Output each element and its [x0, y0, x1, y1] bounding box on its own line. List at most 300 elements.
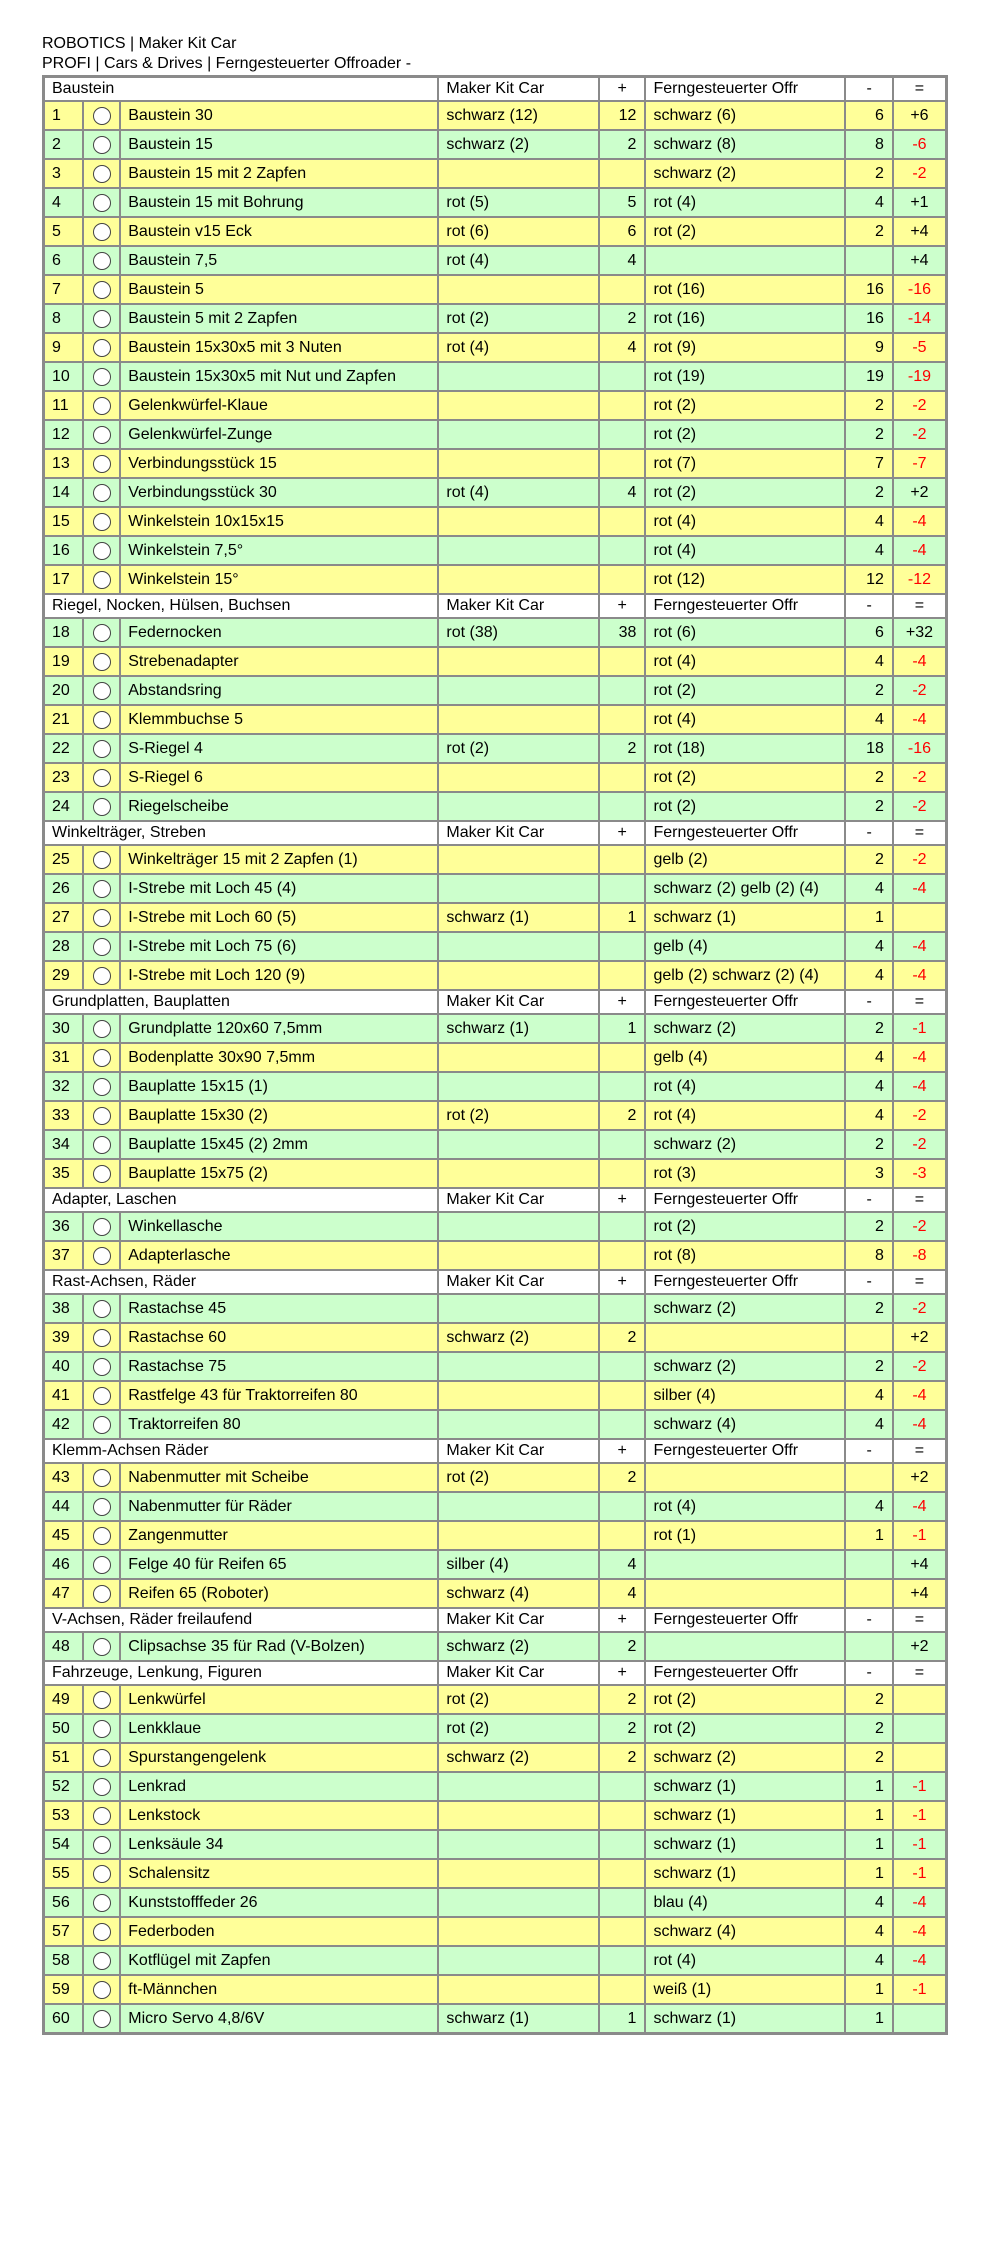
difference: +2 [893, 1632, 947, 1661]
part-name: Kotflügel mit Zapfen [120, 1946, 438, 1975]
check-circle-icon[interactable] [93, 682, 111, 700]
part-name: Lenkstock [120, 1801, 438, 1830]
difference: -16 [893, 275, 947, 304]
minus-count: 4 [845, 1917, 892, 1946]
check-circle-icon[interactable] [93, 740, 111, 758]
check-circle-icon[interactable] [93, 339, 111, 357]
checkbox-cell[interactable] [83, 1772, 120, 1801]
part-name: Klemmbuchse 5 [120, 705, 438, 734]
part-name: Gelenkwürfel-Zunge [120, 420, 438, 449]
minus-count: 4 [845, 1043, 892, 1072]
checkbox-cell[interactable] [83, 874, 120, 903]
checkbox-cell[interactable] [83, 1294, 120, 1323]
plus-count [599, 1241, 645, 1270]
checkbox-cell[interactable] [83, 362, 120, 391]
minus-count [845, 1463, 892, 1492]
plus-count [599, 1381, 645, 1410]
checkbox-cell[interactable] [83, 1888, 120, 1917]
difference [893, 903, 947, 932]
part-name: Lenkklaue [120, 1714, 438, 1743]
minus-count: 8 [845, 130, 892, 159]
checkbox-cell[interactable] [83, 565, 120, 594]
row-number: 58 [44, 1946, 83, 1975]
maker-kit-car-quantity [438, 792, 599, 821]
check-circle-icon[interactable] [93, 1527, 111, 1545]
checkbox-cell[interactable] [83, 217, 120, 246]
checkbox-cell[interactable] [83, 1410, 120, 1439]
plus-count [599, 874, 645, 903]
column-header-ferngesteuerter: Ferngesteuerter Offr [645, 1270, 845, 1294]
row-number: 51 [44, 1743, 83, 1772]
plus-count: 2 [599, 1323, 645, 1352]
minus-count: 6 [845, 618, 892, 647]
column-header-maker-kit-car: Maker Kit Car [438, 990, 599, 1014]
row-number: 30 [44, 1014, 83, 1043]
table-row [44, 1550, 947, 1579]
check-circle-icon[interactable] [93, 455, 111, 473]
check-circle-icon[interactable] [93, 1952, 111, 1970]
column-header-ferngesteuerter: Ferngesteuerter Offr [645, 77, 845, 102]
check-circle-icon[interactable] [93, 1165, 111, 1183]
check-circle-icon[interactable] [93, 484, 111, 502]
check-circle-icon[interactable] [93, 2010, 111, 2028]
checkbox-cell[interactable] [83, 792, 120, 821]
ferngesteuerter-quantity: gelb (4) [645, 932, 845, 961]
check-circle-icon[interactable] [93, 1136, 111, 1154]
plus-count: 1 [599, 903, 645, 932]
column-header-plus: + [599, 1608, 645, 1632]
ferngesteuerter-quantity: rot (2) [645, 1685, 845, 1714]
difference: -19 [893, 362, 947, 391]
maker-kit-car-quantity: schwarz (2) [438, 130, 599, 159]
part-name: Winkelstein 10x15x15 [120, 507, 438, 536]
ferngesteuerter-quantity: rot (2) [645, 792, 845, 821]
checkbox-cell[interactable] [83, 1463, 120, 1492]
ferngesteuerter-quantity: schwarz (1) [645, 1801, 845, 1830]
check-circle-icon[interactable] [93, 1807, 111, 1825]
column-header-maker-kit-car: Maker Kit Car [438, 1661, 599, 1685]
checkbox-cell[interactable] [83, 1946, 120, 1975]
check-circle-icon[interactable] [93, 1020, 111, 1038]
part-name: Adapterlasche [120, 1241, 438, 1270]
maker-kit-car-quantity: rot (5) [438, 188, 599, 217]
checkbox-cell[interactable] [83, 1381, 120, 1410]
check-circle-icon[interactable] [93, 252, 111, 270]
check-circle-icon[interactable] [93, 1469, 111, 1487]
checkbox-cell[interactable] [83, 1212, 120, 1241]
checkbox-cell[interactable] [83, 1130, 120, 1159]
checkbox-cell[interactable] [83, 845, 120, 874]
checkbox-cell[interactable] [83, 1830, 120, 1859]
parts-table [42, 75, 948, 2035]
plus-count [599, 1492, 645, 1521]
check-circle-icon[interactable] [93, 711, 111, 729]
checkbox-cell[interactable] [83, 275, 120, 304]
table-row [44, 845, 947, 874]
check-circle-icon[interactable] [93, 1894, 111, 1912]
plus-count [599, 647, 645, 676]
checkbox-cell[interactable] [83, 763, 120, 792]
check-circle-icon[interactable] [93, 513, 111, 531]
table-row [44, 1130, 947, 1159]
table-row [44, 932, 947, 961]
row-number: 42 [44, 1410, 83, 1439]
ferngesteuerter-quantity: schwarz (2) [645, 1352, 845, 1381]
check-circle-icon[interactable] [93, 310, 111, 328]
plus-count [599, 507, 645, 536]
checkbox-cell[interactable] [83, 333, 120, 362]
check-circle-icon[interactable] [93, 1416, 111, 1434]
column-header-minus: - [845, 1270, 892, 1294]
table-row [44, 333, 947, 362]
checkbox-cell[interactable] [83, 1801, 120, 1830]
row-number: 36 [44, 1212, 83, 1241]
check-circle-icon[interactable] [93, 1300, 111, 1318]
plus-count: 2 [599, 1101, 645, 1130]
column-header-minus: - [845, 1608, 892, 1632]
check-circle-icon[interactable] [93, 1329, 111, 1347]
checkbox-cell[interactable] [83, 1159, 120, 1188]
part-name: Verbindungsstück 30 [120, 478, 438, 507]
table-row [44, 1014, 947, 1043]
ferngesteuerter-quantity: rot (1) [645, 1521, 845, 1550]
difference: -1 [893, 1521, 947, 1550]
checkbox-cell[interactable] [83, 1043, 120, 1072]
ferngesteuerter-quantity: rot (2) [645, 1714, 845, 1743]
check-circle-icon[interactable] [93, 107, 111, 125]
check-circle-icon[interactable] [93, 1078, 111, 1096]
check-circle-icon[interactable] [93, 1981, 111, 1999]
plus-count: 4 [599, 246, 645, 275]
checkbox-cell[interactable] [83, 420, 120, 449]
row-number: 60 [44, 2004, 83, 2034]
maker-kit-car-quantity: rot (2) [438, 734, 599, 763]
checkbox-cell[interactable] [83, 478, 120, 507]
checkbox-cell[interactable] [83, 1632, 120, 1661]
column-header-minus: - [845, 1661, 892, 1685]
part-name: Spurstangengelenk [120, 1743, 438, 1772]
minus-count: 12 [845, 565, 892, 594]
check-circle-icon[interactable] [93, 571, 111, 589]
check-circle-icon[interactable] [93, 136, 111, 154]
check-circle-icon[interactable] [93, 165, 111, 183]
row-number: 40 [44, 1352, 83, 1381]
checkbox-cell[interactable] [83, 1323, 120, 1352]
minus-count: 4 [845, 932, 892, 961]
column-header-minus: - [845, 1439, 892, 1463]
row-number: 46 [44, 1550, 83, 1579]
checkbox-cell[interactable] [83, 1241, 120, 1270]
check-circle-icon[interactable] [93, 1107, 111, 1125]
checkbox-cell[interactable] [83, 1492, 120, 1521]
check-circle-icon[interactable] [93, 223, 111, 241]
difference: -14 [893, 304, 947, 333]
checkbox-cell[interactable] [83, 903, 120, 932]
part-name: Baustein 30 [120, 101, 438, 130]
check-circle-icon[interactable] [93, 1749, 111, 1767]
check-circle-icon[interactable] [93, 1387, 111, 1405]
ferngesteuerter-quantity [645, 1463, 845, 1492]
check-circle-icon[interactable] [93, 1720, 111, 1738]
plus-count: 4 [599, 1550, 645, 1579]
checkbox-cell[interactable] [83, 1685, 120, 1714]
maker-kit-car-quantity: rot (4) [438, 246, 599, 275]
column-header-ferngesteuerter: Ferngesteuerter Offr [645, 821, 845, 845]
part-name: Winkelträger 15 mit 2 Zapfen (1) [120, 845, 438, 874]
check-circle-icon[interactable] [93, 1638, 111, 1656]
checkbox-cell[interactable] [83, 2004, 120, 2034]
check-circle-icon[interactable] [93, 1247, 111, 1265]
plus-count [599, 1159, 645, 1188]
part-name: Nabenmutter für Räder [120, 1492, 438, 1521]
maker-kit-car-quantity [438, 1492, 599, 1521]
column-header-plus: + [599, 990, 645, 1014]
checkbox-cell[interactable] [83, 536, 120, 565]
check-circle-icon[interactable] [93, 1218, 111, 1236]
check-circle-icon[interactable] [93, 194, 111, 212]
difference: -4 [893, 1946, 947, 1975]
table-row [44, 275, 947, 304]
ferngesteuerter-quantity: rot (2) [645, 763, 845, 792]
difference: -4 [893, 874, 947, 903]
ferngesteuerter-quantity: schwarz (1) [645, 2004, 845, 2034]
part-name: Riegelscheibe [120, 792, 438, 821]
checkbox-cell[interactable] [83, 1859, 120, 1888]
table-row [44, 536, 947, 565]
ferngesteuerter-quantity: gelb (2) [645, 845, 845, 874]
checkbox-cell[interactable] [83, 1101, 120, 1130]
column-header-minus: - [845, 821, 892, 845]
part-name: Bauplatte 15x75 (2) [120, 1159, 438, 1188]
checkbox-cell[interactable] [83, 246, 120, 275]
check-circle-icon[interactable] [93, 1498, 111, 1516]
check-circle-icon[interactable] [93, 624, 111, 642]
check-circle-icon[interactable] [93, 938, 111, 956]
check-circle-icon[interactable] [93, 880, 111, 898]
difference: +4 [893, 1579, 947, 1608]
ferngesteuerter-quantity: rot (18) [645, 734, 845, 763]
difference: -2 [893, 845, 947, 874]
checkbox-cell[interactable] [83, 1521, 120, 1550]
part-name: Grundplatte 120x60 7,5mm [120, 1014, 438, 1043]
plus-count: 4 [599, 478, 645, 507]
check-circle-icon[interactable] [93, 1778, 111, 1796]
check-circle-icon[interactable] [93, 1923, 111, 1941]
maker-kit-car-quantity [438, 845, 599, 874]
plus-count [599, 1410, 645, 1439]
part-name: Baustein 5 mit 2 Zapfen [120, 304, 438, 333]
part-name: I-Strebe mit Loch 45 (4) [120, 874, 438, 903]
difference: -4 [893, 536, 947, 565]
part-name: Baustein 15 mit 2 Zapfen [120, 159, 438, 188]
table-row [44, 478, 947, 507]
checkbox-cell[interactable] [83, 101, 120, 130]
part-name: Felge 40 für Reifen 65 [120, 1550, 438, 1579]
check-circle-icon[interactable] [93, 653, 111, 671]
row-number: 10 [44, 362, 83, 391]
checkbox-cell[interactable] [83, 734, 120, 763]
ferngesteuerter-quantity: blau (4) [645, 1888, 845, 1917]
maker-kit-car-quantity [438, 362, 599, 391]
minus-count: 4 [845, 1381, 892, 1410]
part-name: Verbindungsstück 15 [120, 449, 438, 478]
checkbox-cell[interactable] [83, 1550, 120, 1579]
table-row [44, 246, 947, 275]
part-name: Baustein v15 Eck [120, 217, 438, 246]
difference: -2 [893, 420, 947, 449]
ferngesteuerter-quantity: rot (4) [645, 1946, 845, 1975]
table-row [44, 565, 947, 594]
row-number: 23 [44, 763, 83, 792]
row-number: 55 [44, 1859, 83, 1888]
table-row [44, 159, 947, 188]
maker-kit-car-quantity: schwarz (1) [438, 1014, 599, 1043]
checkbox-cell[interactable] [83, 159, 120, 188]
part-name: Rastachse 60 [120, 1323, 438, 1352]
maker-kit-car-quantity [438, 536, 599, 565]
difference: -4 [893, 1492, 947, 1521]
check-circle-icon[interactable] [93, 1865, 111, 1883]
maker-kit-car-quantity: rot (2) [438, 1685, 599, 1714]
table-row [44, 1772, 947, 1801]
minus-count: 4 [845, 1410, 892, 1439]
minus-count: 4 [845, 874, 892, 903]
check-circle-icon[interactable] [93, 542, 111, 560]
minus-count: 2 [845, 478, 892, 507]
ferngesteuerter-quantity: schwarz (1) [645, 1859, 845, 1888]
column-header-minus: - [845, 594, 892, 618]
table-row [44, 1492, 947, 1521]
row-number: 22 [44, 734, 83, 763]
section-header-row [44, 1270, 947, 1294]
part-name: Lenksäule 34 [120, 1830, 438, 1859]
check-circle-icon[interactable] [93, 1585, 111, 1603]
check-circle-icon[interactable] [93, 368, 111, 386]
maker-kit-car-quantity [438, 1917, 599, 1946]
checkbox-cell[interactable] [83, 391, 120, 420]
minus-count: 2 [845, 763, 892, 792]
check-circle-icon[interactable] [93, 1691, 111, 1709]
checkbox-cell[interactable] [83, 507, 120, 536]
checkbox-cell[interactable] [83, 1352, 120, 1381]
checkbox-cell[interactable] [83, 1014, 120, 1043]
check-circle-icon[interactable] [93, 426, 111, 444]
difference: -4 [893, 1888, 947, 1917]
checkbox-cell[interactable] [83, 1714, 120, 1743]
ferngesteuerter-quantity: rot (16) [645, 304, 845, 333]
check-circle-icon[interactable] [93, 1556, 111, 1574]
part-name: S-Riegel 4 [120, 734, 438, 763]
maker-kit-car-quantity: schwarz (2) [438, 1743, 599, 1772]
plus-count: 1 [599, 2004, 645, 2034]
ferngesteuerter-quantity: silber (4) [645, 1381, 845, 1410]
maker-kit-car-quantity: rot (2) [438, 304, 599, 333]
check-circle-icon[interactable] [93, 909, 111, 927]
checkbox-cell[interactable] [83, 304, 120, 333]
maker-kit-car-quantity [438, 1772, 599, 1801]
table-row [44, 1463, 947, 1492]
plus-count [599, 676, 645, 705]
check-circle-icon[interactable] [93, 1358, 111, 1376]
checkbox-cell[interactable] [83, 130, 120, 159]
checkbox-cell[interactable] [83, 449, 120, 478]
check-circle-icon[interactable] [93, 851, 111, 869]
part-name: Winkellasche [120, 1212, 438, 1241]
section-header-row [44, 1188, 947, 1212]
column-header-plus: + [599, 1661, 645, 1685]
check-circle-icon[interactable] [93, 1049, 111, 1067]
document-subtitle: PROFI | Cars & Drives | Ferngesteuerter Offroader - [42, 55, 412, 72]
table-row [44, 1859, 947, 1888]
maker-kit-car-quantity: rot (6) [438, 217, 599, 246]
ferngesteuerter-quantity [645, 1323, 845, 1352]
minus-count: 18 [845, 734, 892, 763]
plus-count [599, 536, 645, 565]
table-row [44, 1072, 947, 1101]
checkbox-cell[interactable] [83, 705, 120, 734]
row-number: 3 [44, 159, 83, 188]
table-row [44, 1801, 947, 1830]
ferngesteuerter-quantity: schwarz (2) [645, 1014, 845, 1043]
plus-count: 2 [599, 304, 645, 333]
difference: +1 [893, 188, 947, 217]
check-circle-icon[interactable] [93, 798, 111, 816]
ferngesteuerter-quantity: schwarz (1) [645, 1772, 845, 1801]
checkbox-cell[interactable] [83, 961, 120, 990]
document-title: ROBOTICS | Maker Kit Car [42, 35, 237, 52]
table-row [44, 676, 947, 705]
plus-count [599, 1772, 645, 1801]
checkbox-cell[interactable] [83, 647, 120, 676]
minus-count: 2 [845, 1212, 892, 1241]
check-circle-icon[interactable] [93, 397, 111, 415]
row-number: 53 [44, 1801, 83, 1830]
ferngesteuerter-quantity: rot (3) [645, 1159, 845, 1188]
checkbox-cell[interactable] [83, 1975, 120, 2004]
table-row [44, 391, 947, 420]
minus-count: 2 [845, 1352, 892, 1381]
maker-kit-car-quantity [438, 961, 599, 990]
check-circle-icon[interactable] [93, 281, 111, 299]
ferngesteuerter-quantity: gelb (4) [645, 1043, 845, 1072]
ferngesteuerter-quantity: rot (4) [645, 647, 845, 676]
difference: -4 [893, 1072, 947, 1101]
section-title: Winkelträger, Streben [44, 821, 439, 845]
checkbox-cell[interactable] [83, 188, 120, 217]
checkbox-cell[interactable] [83, 618, 120, 647]
check-circle-icon[interactable] [93, 1836, 111, 1854]
minus-count: 1 [845, 1859, 892, 1888]
checkbox-cell[interactable] [83, 676, 120, 705]
part-name: Abstandsring [120, 676, 438, 705]
minus-count: 1 [845, 1801, 892, 1830]
check-circle-icon[interactable] [93, 769, 111, 787]
maker-kit-car-quantity: rot (38) [438, 618, 599, 647]
checkbox-cell[interactable] [83, 1579, 120, 1608]
checkbox-cell[interactable] [83, 932, 120, 961]
plus-count [599, 449, 645, 478]
checkbox-cell[interactable] [83, 1072, 120, 1101]
table-row [44, 1743, 947, 1772]
check-circle-icon[interactable] [93, 967, 111, 985]
maker-kit-car-quantity: silber (4) [438, 1550, 599, 1579]
ferngesteuerter-quantity: schwarz (2) [645, 1294, 845, 1323]
checkbox-cell[interactable] [83, 1743, 120, 1772]
row-number: 20 [44, 676, 83, 705]
difference: -1 [893, 1014, 947, 1043]
checkbox-cell[interactable] [83, 1917, 120, 1946]
row-number: 50 [44, 1714, 83, 1743]
